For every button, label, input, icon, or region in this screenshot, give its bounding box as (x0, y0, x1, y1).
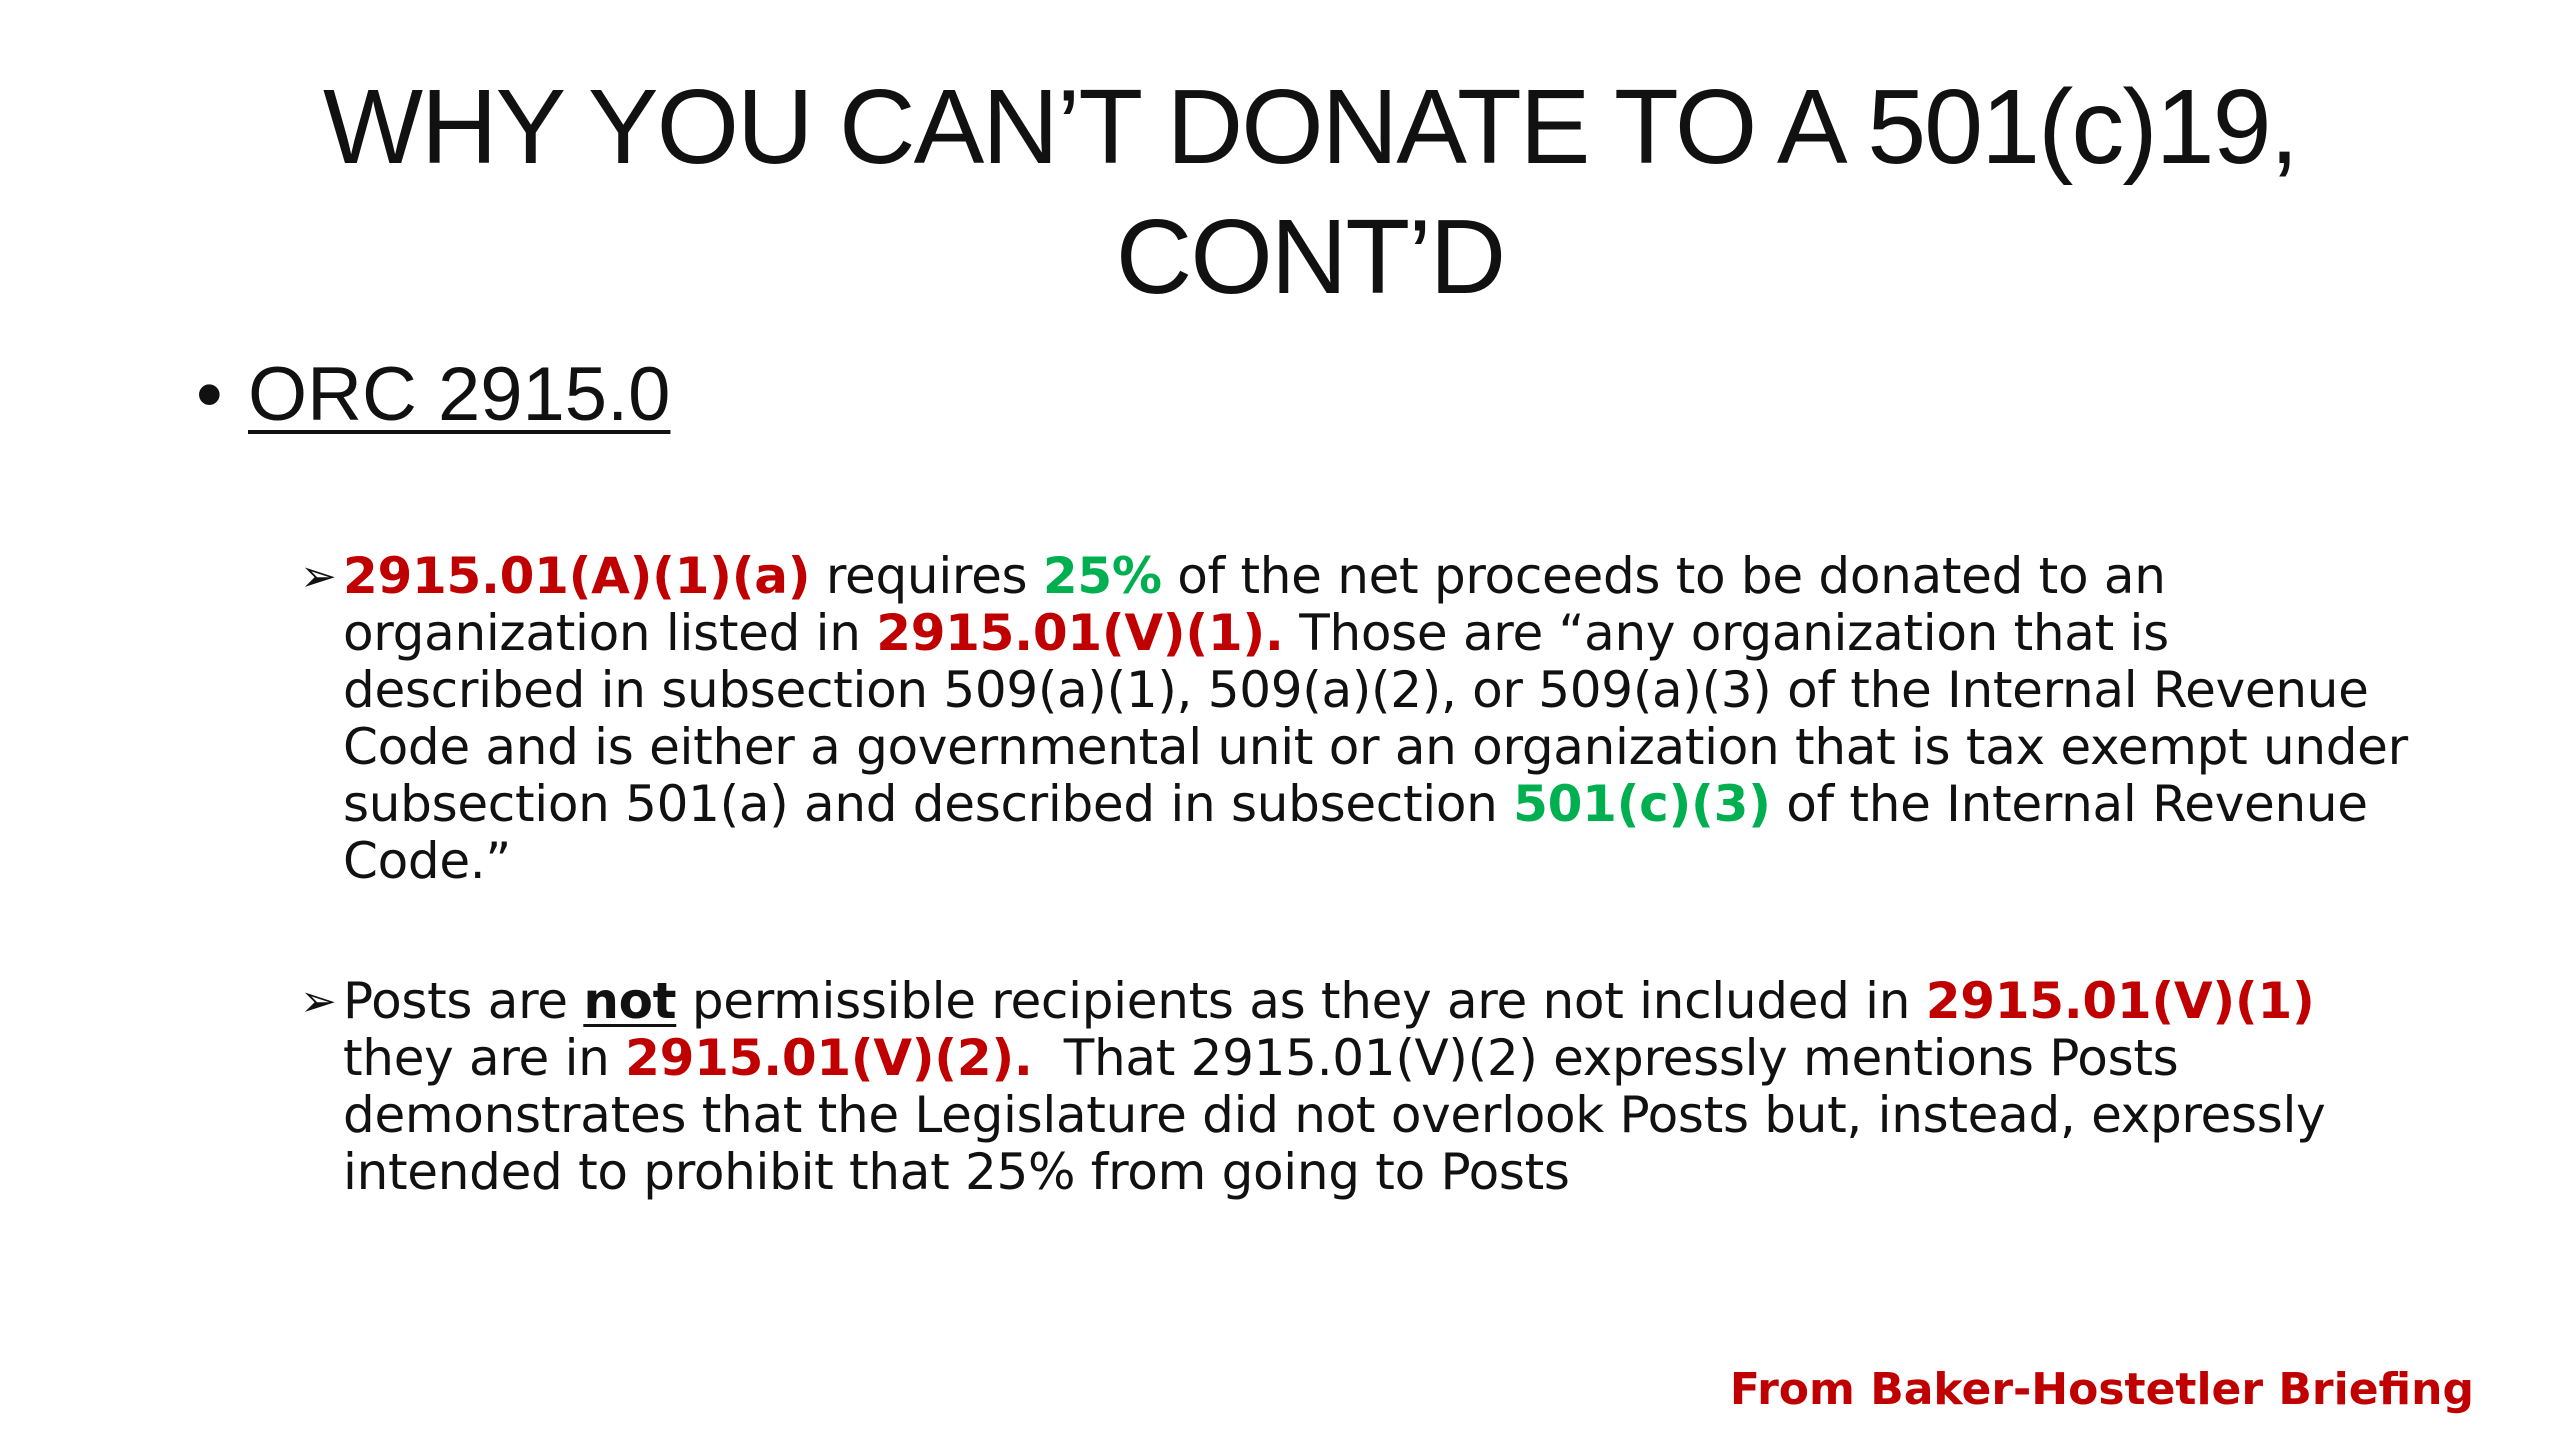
citation-2915-01-a-1-a: 2915.01(A)(1)(a) (343, 547, 811, 605)
bullet-heading: ORC 2915.0 (248, 352, 671, 437)
sub-bullet-2-text (343, 973, 2420, 1201)
citation-2915-01-v-1: 2915.01(V)(1). (876, 604, 1284, 662)
citation-501-c-3: 501(c)(3) (1513, 775, 1771, 833)
slide-title (0, 62, 2560, 322)
text-run: permissible recipients as they are not included in (676, 972, 1926, 1030)
citation-2915-01-v-2: 2915.01(V)(2). (625, 1029, 1033, 1087)
citation-2915-01-v-1-b: 2915.01(V)(1) (1925, 972, 2315, 1030)
sub-bullet-1 (300, 548, 2420, 890)
text-run: of the net proceeds to be donated to an organization listed in (343, 547, 2166, 662)
bullet-dot-icon: • (196, 352, 223, 437)
title-line-2: CONT’D (1115, 198, 1505, 316)
sub-bullet-2 (300, 973, 2420, 1201)
bullet-orc (196, 350, 670, 440)
text-run: requires (810, 547, 1043, 605)
text-run: That 2915.01(V)(2) expressly mentions Posts demonstrates that the Legislature did not overlook Posts but, instead, expressly intended to prohibit that 25% from going to Posts (343, 1029, 2341, 1201)
text-run: Those are “any organization that is described in subsection 509(a)(1), 509(a)(2), or 509(a)(3) of the Internal Revenue Code and is either a governmental unit or an organization that is tax exempt under subsection 501(a) and described in subsection (343, 604, 2408, 833)
text-run: Posts are (343, 972, 584, 1030)
sub-bullet-1-text (343, 548, 2420, 890)
arrow-bullet-icon: ➢ (300, 976, 337, 1027)
arrow-bullet-icon: ➢ (300, 551, 337, 602)
text-run: they are in (343, 1029, 626, 1087)
source-credit: From Baker-Hostetler Briefing (1729, 1364, 2474, 1415)
title-line-1: WHY YOU CAN’T DONATE TO A 501(c)19, (322, 68, 2298, 186)
text-run: of the Internal Revenue Code.” (343, 775, 2368, 890)
emphasis-not: not (583, 972, 677, 1030)
percent-25: 25% (1042, 547, 1162, 605)
